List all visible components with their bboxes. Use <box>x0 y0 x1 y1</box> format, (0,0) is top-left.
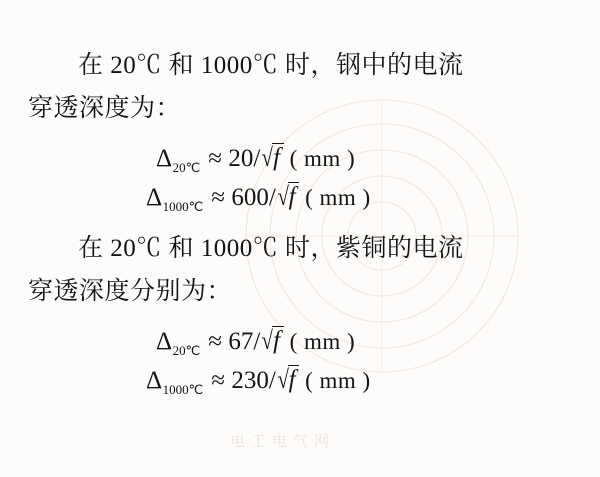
delta-symbol: Δ <box>156 328 173 355</box>
formula-copper-20c <box>28 326 572 359</box>
numerator: 67/ <box>228 328 261 355</box>
paragraph-2-line-1: 在 20℃ 和 1000℃ 时，紫铜的电流 <box>78 235 464 262</box>
approx-sign: ≈ <box>208 145 223 172</box>
square-root-icon <box>260 143 285 173</box>
paragraph-1-line-1: 在 20℃ 和 1000℃ 时，钢中的电流 <box>78 52 464 79</box>
delta-subscript: 1000℃ <box>162 199 204 214</box>
unit-label: ( mm ) <box>289 329 356 354</box>
radicand: f <box>288 182 299 211</box>
radical-sign: √ <box>261 326 274 355</box>
approx-sign: ≈ <box>211 184 226 211</box>
approx-sign: ≈ <box>211 367 226 394</box>
square-root-icon <box>260 326 285 356</box>
delta-subscript: 20℃ <box>172 343 201 358</box>
delta-symbol: Δ <box>146 184 163 211</box>
spacer <box>28 131 572 137</box>
numerator: 20/ <box>228 145 261 172</box>
spacer <box>28 314 572 320</box>
delta-symbol: Δ <box>156 145 173 172</box>
formula-steel-1000c <box>28 182 572 215</box>
approx-sign: ≈ <box>208 328 223 355</box>
delta-symbol: Δ <box>146 367 163 394</box>
radicand: f <box>272 326 283 355</box>
radicand: f <box>288 365 299 394</box>
radical-sign: √ <box>277 182 290 211</box>
formula-steel-20c <box>28 143 572 176</box>
square-root-icon <box>276 182 301 212</box>
unit-label: ( mm ) <box>289 146 356 171</box>
formula-copper-1000c <box>28 365 572 398</box>
delta-subscript: 1000℃ <box>162 382 204 397</box>
watermark-text: 电工电气网 <box>230 433 336 450</box>
numerator: 600/ <box>231 184 276 211</box>
numerator: 230/ <box>231 367 276 394</box>
radical-sign: √ <box>277 365 290 394</box>
unit-label: ( mm ) <box>305 368 371 393</box>
radical-sign: √ <box>261 143 274 172</box>
unit-label: ( mm ) <box>305 185 371 210</box>
paragraph-1-line-2: 穿透深度为： <box>28 94 182 122</box>
spacer <box>28 219 572 229</box>
delta-subscript: 20℃ <box>172 160 201 175</box>
paragraph-2-line-2: 穿透深度分别为： <box>28 277 233 305</box>
radicand: f <box>272 143 283 172</box>
square-root-icon <box>276 365 301 395</box>
